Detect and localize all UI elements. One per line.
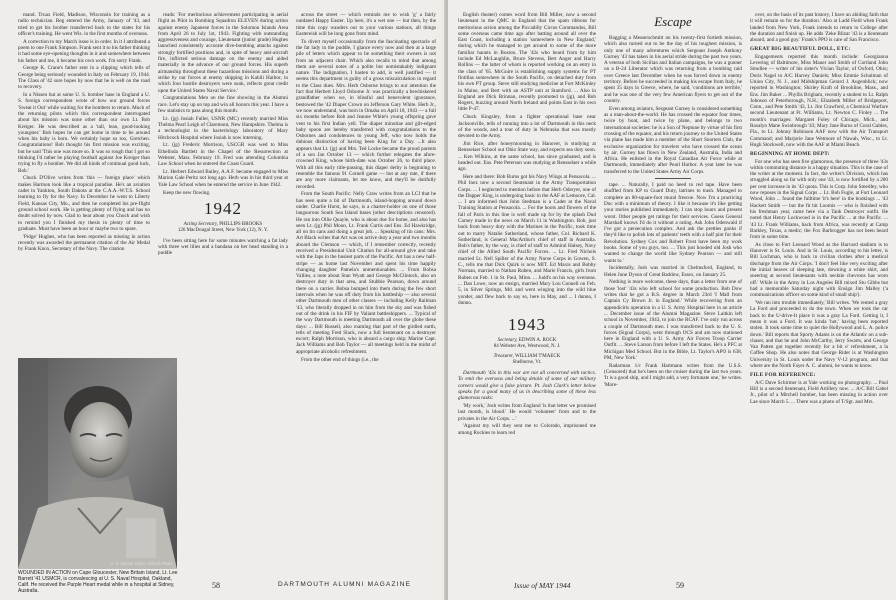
right-col3-text	[750, 12, 888, 405]
paragraph: Lt. (jg) Josiah Fuller, USNR (MC) recently married Miss Thelma Pearl Leigh of Claremont, New Hampshire. Thelma is a technologist in the bacteriology laboratory of Mary Hitchcock Hospital where Josiah is now interning.	[158, 115, 288, 141]
escape-heading: Escape	[654, 14, 692, 29]
left-col2-after-heading	[158, 238, 288, 257]
right-column-1	[458, 12, 596, 310]
paragraph: A/C Dave Schirmer is at Yale working on photography. ... Paul Hill is a second lieutenant, Field Artillery now. ... A/C Bill Gabel Jr., pilot of a Mitchell bomber, has been missing in action over Lae since March 5. ... There was a photo of T/Sgt. and Mrs.	[750, 379, 888, 405]
paragraph: Even among aviators, Sergeant Gurney is considered something as a man-about-the-world. He has crossed the equator four times, twice by boat, and twice by plane, and belongs to two international societies: he is a Son of Neptune by virtue of his first crossing of the equator, and his return journey to the United States via plane has made him a member of the Short Snorters Club, the exclusive organization for travelers who have crossed the ocean by air. Gurney has flown in New Zealand, Australia, India and Africa. He enlisted in the Royal Canadian Air Force while at Dartmouth, immediately after Pearl Harbor. A year later he was transferred to the United States Army Air Corps.	[604, 105, 742, 175]
paragraph: over, on the basis of its past history, I have an abiding faith that it will remain so for the duration.' Also at Ladd Field when Frank landed from New York, Frank intends to return to College after the duration and finish up. He adds 'Zeke Bilzar '43 is a lieutenant aboard, and a good guy.' Frank's PPO is care of San Francisco.	[750, 12, 888, 44]
paragraph: From the other end of things (i.e., the	[301, 356, 379, 363]
secretary-label: Acting Secretary,	[183, 221, 219, 227]
paragraph: 'We ran into trouble immediately,' Bill writes. 'We rented a gray La Ford and proceeded to do the town. When we took the car back to the U-drive-It place it was a gray La Ford. Getting it, I mean it was a Ford. It was kinda 'hot,' having been reported stolen. It took some time to quiet the Hollywood and L. A. police down.' Bill reports that Sporty Adams is on the Atlantic on a sub-chaser, and that he and John McCarthy, Jerry Swarts, and George Van Patten got together recently for a bit o' refreshment, a la Coffee Shop. He also notes that George Rider is at Washington University in St. Louis under the Navy V-12 program, and that where are the North Fayer A. C. alumni, he wants to know.	[750, 300, 888, 370]
intro-paragraph: Dartmouth '43s in this war are not all concerned with tactics. To emit the overseas and being details of some of our military careers would give a false picture. Pt. Josh Clark's letter below speaks for a good many of us in describing some of these less glamorous tasks:	[458, 370, 596, 402]
section-heading: BEGINNING AT HOME DEPT:	[750, 151, 830, 158]
page-number-right: 59	[676, 581, 684, 590]
paragraph: To divert myself occasionally from the fascinating spectacle of the fat lady in the puddle, I glance every now and then at a large pile of letters which appear to be something their owners is not from an adjacent chair. Which also recalls to mind that among them are several notes of a polite but unmistakably indignant nature. The indignation, I hasten to add, is well justified — it seems this department is guilty of a gross miscalculation in regard to the Class dues. Mrs. Herb Osborne brings to our attention the fact that Herbert Lloyd Osborne Jr. was practically a bewhiskered grandfather when we, in blissful and benevolent ignorance, bestowed the '42 Diaper Crown on Jefferson Gary White. Herb Jr., we now understand, was born in Omaha on April 18, 1943 — a full six months before Bob and Jeanne White's young offspring gave vent to his first Indian yell. The diaper minutiae and gilt-edged baby spoon are hereby transferred with congratulations to the Osbornes and condolences to young Jeff, who now holds the dubious distinction of having been King for a Day. ...It also appears that Lt. (jg) and Mrs. Ted Locke became the proud parents of a son Jan October 13 — which further relegates the afore-crowned King, whose birth-date was October 26, to third place. With all this early title-passing, this diaper derby is beginning to resemble the famous 91 Cornell game — but at any rate, if there are any more claimants, let me know, and they'll be dutifully recorded.	[296, 38, 436, 190]
right-page	[448, 0, 896, 600]
paragraph: 'My work,' Josh writes from England 'is that letter we promised last month, is blood.' He would 'volunteer' from and to the privates in the Air Corps. ...'	[458, 402, 596, 422]
paragraph: mand. Truax Field, Madison, Wisconsin for training as a radio technician. Reg entered the Army, January of '43, and tried to get his brother transferred back to the states for his officer's training. He went Wis. in the first months of overseas.	[18, 12, 150, 37]
left-column-1	[18, 12, 150, 352]
paragraph: For one who has seen five glamorous, the presence of three '43s within commuting distance is a happy situation. This is the case of the writer at the moment. In fact, the writer's Division, which has struggled along so far with only one '43, is now fortified by a 200 per cent increase in its '43 quota. This is Corp. John Smedley, who now reposes in the Signal Corps ... Lt. Bob Fugle, at Fort Leonard Wood, John ... found the fulltime 'it's here' in the bookings ... '43 Hackett Smith — but the fit bit Loomis — who is finished with his freshman year, came here via a Tank Destroyer outfit. He noted that Henry Lockwood is in the Pacific ... at the Pacific. ... '43 Lt. Frank Williams, back from Africa, was recently at Camp Barkley, Texas, a medic; the Fox Barbrogger has not been heard from in some time.	[750, 158, 888, 241]
paragraph: Radarman 1/c Frank Hartmann writes from the U.S.S. (Censored) that he's been on the cruiser during the last two years. 'It is a good ship, and I might add, a very fortunate one,' he writes. 'More-	[604, 362, 742, 388]
photo-caption: WOUNDED IN ACTION on Cape Gloucester, New Britain Island, Lt. Lee Barrett '41 USMCR, is convalescing at U. S. Naval Hospital, Oakland, Calif. He received the Purple Heart medal while in a hospital at Sidney, Australia.	[18, 570, 178, 594]
left-col1-text	[18, 12, 150, 252]
secretary-address: 84 Webster Ave, Westwood, N. J.	[493, 344, 561, 349]
portrait-photo	[18, 358, 177, 569]
paragraph: As close to Fort Leonard Wood as the Harvard stadium is to Hanover is St. Louis. And in St. Louis, according to his letter, is Bill Lochman, who is back in civilian clothes after a medical discharge from the Air Corps. 'I don't feel like very exciting after the initial heaves of sleeping late, downing a white shirt, and sneering at second lieutenants with necktie chevrons has worn off.' While in the Army in Los Angeles Bill mixed Stu Gibbs but had a memorable Saturday night with Ensign Jim Malley ('a communications officer on some kind of small ship').	[750, 241, 888, 299]
paragraph: tape. ... Naturally, I paid no heed to red tape. Have been shuffled from KP to Guard Duty, latrines to trash. Managed to complete an 80-square-foot mural frescoe. Now I'm a practicing Doc with a minimum of theory. I like it because it's like getting your stories published immediately. I can stop hours and present worst. Other people get ratings for their services. Guess General Marshall knows I'd do it without a rating. Ask John Odenwald if I've got a persecution complex. And ask the pretties gonks if they'd like to polish lots of patients' teeth with a half pint for their Revolution. Sydney Cox and Robert Frost have been my work books. Some of you guys, too. ... This just hooded old Josh who wanted to change the world like Sydney Pearson — and still wants to.'	[604, 182, 742, 264]
paragraph: Congratulations Men on the fine showing in the Alumni race. Let's stay up on top and win all honors this year. I have a few statistics to pass along this month.	[158, 95, 288, 114]
paragraph: Chuck Kingsley, from a fighter operational base near Jacksonville, tells of running into a lot of Dartmouth in this neck of the woods, and a tour of duty in Nebraska that was mostly devoted to the Army.	[458, 114, 596, 140]
class-year-heading-1943: 1943	[508, 315, 546, 334]
paragraph: across the street — which reminds me to wish 'g' a fairly outdated Happy Easter. Up here, it's a wet one — but then, by the time this copy wanders out to your various stations, all things Eastereish will be long gone from mind.	[296, 12, 436, 37]
section-divider	[655, 178, 691, 179]
section-heading: GREAT BIG BEAUTIFUL DOLL, ETC:	[750, 46, 851, 53]
right-column-2	[604, 12, 742, 577]
right-col2-bottom-text	[604, 182, 742, 388]
paragraph: Here and there: Bob Burns got his Navy Wings at Pensacola. ... Phil Inez now a second lieutenant in the Army Transportation Corps. ... I neglected to mention before that Herb Oderyer, one of the Dapper King, is undergoing basic in the AAF at Lemoore, Cal. ... I am informed that John Stedman is a Cadet at the Naval Training Station at Pensacola. ... For the hoots and flowers of the fall of Paris in this line is well made up for by the splash Dud Carney made in the news on March 11 in Washington. Bob, just back from heavy duty with the Marines in the Pacific, took time out to marry Natalie Sutherland, whose father, Col. Richard K. Sutherland, is General MacArthur's chief of staff in Australia. Bob's father, by the way, is chief of staff to Admiral Halsey, Navy chief of the Allied South Pacific Forces. ... Lt. Fred Nichols married Lt. Nell Spiller of the Army Nurse Corps in Gowen, S. C., tells me that Dick Quirk is now MIT. Ed Maxis and Bobby Norman, married to Nathan Ruben, and Marie Francis, girls from Ruben on Feb. 1 in St. Paul, Minn. ... Judd's on his way overseas. ... Dan Lowe, now an ensign, married Mary Lou Connell on Feb. 5, in Silver Springs, Md. and went winging into the wild blue yonder, and flew back to say so, here in May, and ... I dunno, I dunno.	[458, 173, 596, 306]
paragraph: 'Pidge' Hughes, who has been reported as missing in action recently was awarded the permanent citation of the Air Medal by Frank Knox, Secretary of the Navy. The citation	[18, 233, 150, 253]
paragraph: Chuck D'Olive writes from 'this — foreign place' which makes Harmon look like a tropical paradise. He's an aviation cadet in Yankton, South Dakota at the C.A.A.-W.T.S. School learning to fly for the Navy. In December he went to Liberty Field, Kansas City, Mo., and then he completed his pre-flight ground school work. He is getting plenty of flying and has no doubt solved by now. Glad to hear about you Chuck and wish to remind you I finished my thesis in plenty of time to graduate. Must have been an hour or maybe two to spare.	[18, 175, 150, 232]
secretary-address: 126 MacDougal Street, New York (12), N. Y.	[177, 227, 269, 233]
section-heading: FILE FOR REFERENCE:	[750, 372, 816, 379]
escape-text	[604, 35, 742, 175]
paragraph: From the South Pacific: Nelly Craw writes from an LCI that he has seen quite a bit of Dartmouth, island-hopping around down under. Charlie Hurst, he says, is a charter-holder on one of those languorous South Sea Island bases (other descriptions censored). He ran into Ollie Quayle, who is about due for home, and also has seen Lt. (jg) Phil Moon, Lt. Frank Curtis and Ens. Ed Hawkridge, all on tin cans and doing a great job. ... Speaking of tin cans: Mrs. Art Black writes that Art was on active duty a year and two months aboard the Clemson — which, if I remember correctly, recently received a Presidential Unit Citation for all-around give and take with the Japs in the busiest parts of the Pacific. Art has a new half-stripe — as home last November and spent his time happily changing daughter Pamela's unmentionables. ... From Bobsa Vallies, a note about Stan Wyatt and George McClintock, also on destroyer duty in that area, and Stubbie Pearson, down around there on a carrier. Bobsa bumped into them during the few short intervals when he was off duty from his battleship — also several other Dartmouth men of other classes — including Kelly Railman '43, who literally dropped in on him from the sky and was fished out of the drink in his FIF by Valiant battleshippers. ... Typical of the way Dartmouth is meeting Dartmouth all over the globe these days: ... Bill Russell, also roaming that part of the girdled earth, tells of meeting Fred Slack, now a full lieutenant on a destroyer escort; Ralph Morrison, who is aboard a cargo ship; Marine Capt. Jack Williams and Bob Taylor — all meetings held in the midst of appropriate alcoholic refreshment.	[296, 191, 436, 355]
issue-footer: Issue of MAY 1944	[514, 581, 571, 590]
left-column-3	[296, 12, 436, 577]
paragraph: Jim Rice, after honeymooning in Hanover, is studying at Rensselaer School out Ohio State way, and expects sea duty soon. ... Ken Wilkins, at the same school, has since graduated, and is headed out. Ens. Pete Peterson was studying at Rensselaer a while ago.	[458, 140, 596, 173]
paragraph: A correction to my March issue is in order. In it I attributed a poem to one Frank Simpson. Frank sent it to his father thinking it had some eye-opening thoughts in it and somewhere between his father and me, it became his own work. I'm sorry Frank.	[18, 38, 150, 64]
treasurer-label: Treasurer,	[493, 354, 514, 359]
paragraph: I've been sitting here for some minutes watching a fat lady with three wet lilies and a bandana on her head standing in a puddle	[158, 237, 288, 257]
paragraph: Keep the new flowing.	[163, 189, 211, 196]
treasurer-name: WILLIAM T'MAECK	[514, 354, 561, 359]
class-1943-block	[458, 312, 596, 574]
secretary-name: PHILLIPS BROOKS	[219, 221, 263, 227]
secretary-label: Secretary,	[497, 338, 518, 343]
paragraph: George K. Crane's father sent in a clipping which tells of George being seriously wounded in Italy on February 19, 1944. The Class of '42 sure hopes by now that he is well on the road to recovery.	[18, 65, 150, 91]
paragraph: Nothing is more welcome, these days, than a letter from one of those 'lost' '43s who left school for some production. Bob Dow writes that he got a B.S. degree in March 23rd 'I Mall from Captain Cy Brown Jr. in England.' While recovering from an appendicitis operation in a U. S. Army Hospital here in an article ... December issue of the Alumni Magazine. Steve Laitkin left school in November, 1943, to join the RCAF. I've only run across a couple of Dartmouth men. I was transferred back to the U. S. forces (Signal Corps), went through OCS and am now stationed here in England with a U. S. Army Air Forces Troop Carrier Outfit. ... Steve Larson from before I left the States. He's a PFC at Michigan Med School. But in the Bible, Lt. Taylor's APO is 638, PM, New York.'	[604, 279, 742, 362]
left-page	[0, 0, 446, 600]
treasurer-address: Shelburne, Vt.	[512, 360, 542, 365]
page-number-left: 58	[212, 581, 220, 590]
paragraph: Incidentally, Josh was married in Chelmsford, England, to Helen June Dyson of Great Baddow, Essex, on January 25.	[604, 265, 742, 278]
right-column-3	[750, 12, 888, 577]
paragraph: In a Nissen hut at some U. S. bomber base in England a U. S. foreign correspondent wrote of how our ground forces 'Sweat it Out' while waiting for the bombers to return. Much of the returning pilots which this correspondent interrogated about his mission was none other than our own Lt. Bob Kreiger. He was described as a 'tall, lean, good-looking youngster.' Bob hopes he can get home in time to be around when his baby is born. We certainly hope so too, Gretchen. Congratulations! Bob thought his first mission was exciting, but he said 'This one was more so. It was so rough that I got so thinking I'd rather be playing football against Joe Kreiger than trying to fly a bomber. We did all kinds of continual good luck, Bob.'	[18, 92, 150, 174]
magazine-title-footer: DARTMOUTH ALUMNI MAGAZINE	[278, 581, 412, 588]
paragraph: 'Against my will they sent me to Colorado, imprisoned me among Rockies to learn red	[458, 423, 596, 436]
paragraph: Engagements reported this month include: Georgianna Levering of Baltimore, Miss Mauer and Smith of Cortland John Smollee — writer of his sister's Vivian Taylor, of Oxford, Ohio; Doris Nagel to A/C Harvey Daniels; Miss Emmie Schulman of Union City, N. J., and Midshipman Gerard J. Augenblick; now reported in Washington; Shirley Kraft of Brookline, Mass., and Ens. Jim Baker ... Phyllis Brigham, recently a student to Lt. Ralph Johnson of Peterborough, N.H.; Elizabeth Miller of Bridgeport, Conn., and Pete Smith '43, Lt. Jim Crawford, a Chemical Warfare second Lieutenant at Ft. Williams, Lt. Newton C. Finley ... The month's marriages: Margaret Foley of Chicago, Mich., and Rosalyn Mane Swinbrough '43; Mary Jane Burns of Coral Gables, Fla., to Lt. Johnny Robinson AAF now with the Air Transport Command; and Marjorie Jane Wetmore of Nawah, Wisc., to Lt. Hugh Stockwell, now with the AAF at Miami Beach.	[750, 53, 888, 148]
class-year-heading-1942: 1942	[204, 198, 242, 218]
paragraph: Bagging a Messerschmitt on his twenty-first fortieth mission, which also turned out to be the day of his toughest mission, is only one of many adventures which Sergeant Joseph Anthony Gurney '43 has taken in his aerial stride during the past two years. A veteran of both Sicilian and Italian campaigns, he was a gunner on a B-24 Liberator which was returning from a bombing raid over Greece last December when he was forced down in enemy territory. Before he succeeded in making his escape from Italy, he spent 35 days in Greece, where, he said, 'conditions are terrible,' and he was one of the very few American flyers to get out of the country.	[604, 35, 742, 104]
marine-portrait-image	[18, 358, 177, 569]
class-1943-text	[458, 370, 596, 436]
paragraph: English theater) comes word from Bill Miller, now a second lieutenant in the QMC in England that the spam ribbons for meritorious action among the Piccadilly Circus Commandos, Bill some overseas came time ago after batting around all over the East Coast, including a station 'somewhere in New England,' during which he managed to get around to some of the more familiar haunts in Boston. The '42s who heard from by him include Ed McLaughlin, Bruce Stevens, Bert Anger and Harry Rollins — the latter of whom is reported working on an entry in the class of '65. McGuire is establishing supply systems for PT flotillas somewhere in the South Pacific, on detached duty from his own PT group. Steve still studying medicine at Fort McKinley in Maine, and Bert with an ASTP unit at Stamford. ... Also in England are Dick Brinnan, recently promoted to (jg), and Bob Rogers, buzzing around North Ireland and points East in his own little P-47.	[458, 12, 596, 113]
photo-credit: U. S. Marine Corps Official Photo.	[110, 561, 173, 566]
left-col2-text	[158, 12, 288, 196]
secretary-name: EDWIN A. ROCK	[518, 338, 557, 343]
paragraph: Lt. Herbert Edward Bailey, A.A.F. became engaged to Miss Marion Gale Peritz not long ago. Herb was in his third year at Yale Law School when he entered the service in June 1942.	[158, 169, 288, 188]
paragraph: reads: 'For meritorious achievement participating in aerial flight as Pilot in Bombing Squadron ELEVEN during action against enemy Japanese forces in the Solomon Islands Area from April 26 to July 1st, 1943. Fighting with outstanding aggressiveness and courage, Lieutenant (junior grade) Hughes launched consistently accurate dive-bombing attacks against strongly fortified positions and, in spite of heavy anti-aircraft fire, inflicted serious damage on the enemy and aided materially in the advance of our ground forces. His superb airmanship throughout these hazardous missions and during a strike by our forces at enemy shipping in Kahili Harbor, in which four hostile destroyers were sunk, reflects great credit upon the United States Naval Service.'	[158, 12, 288, 94]
paragraph: Lt. (jg) Frederic Morrison, USCGR was wed to Miss Ethelinda Bartlett in the Chapel of the Resurrection at Webster, Mass. February 19. Fred was attending Columbia Law School when he entered the Coast Guard.	[158, 142, 288, 168]
right-col1-text	[458, 12, 596, 306]
left-column-2	[158, 12, 288, 577]
left-col3-text	[296, 12, 436, 363]
